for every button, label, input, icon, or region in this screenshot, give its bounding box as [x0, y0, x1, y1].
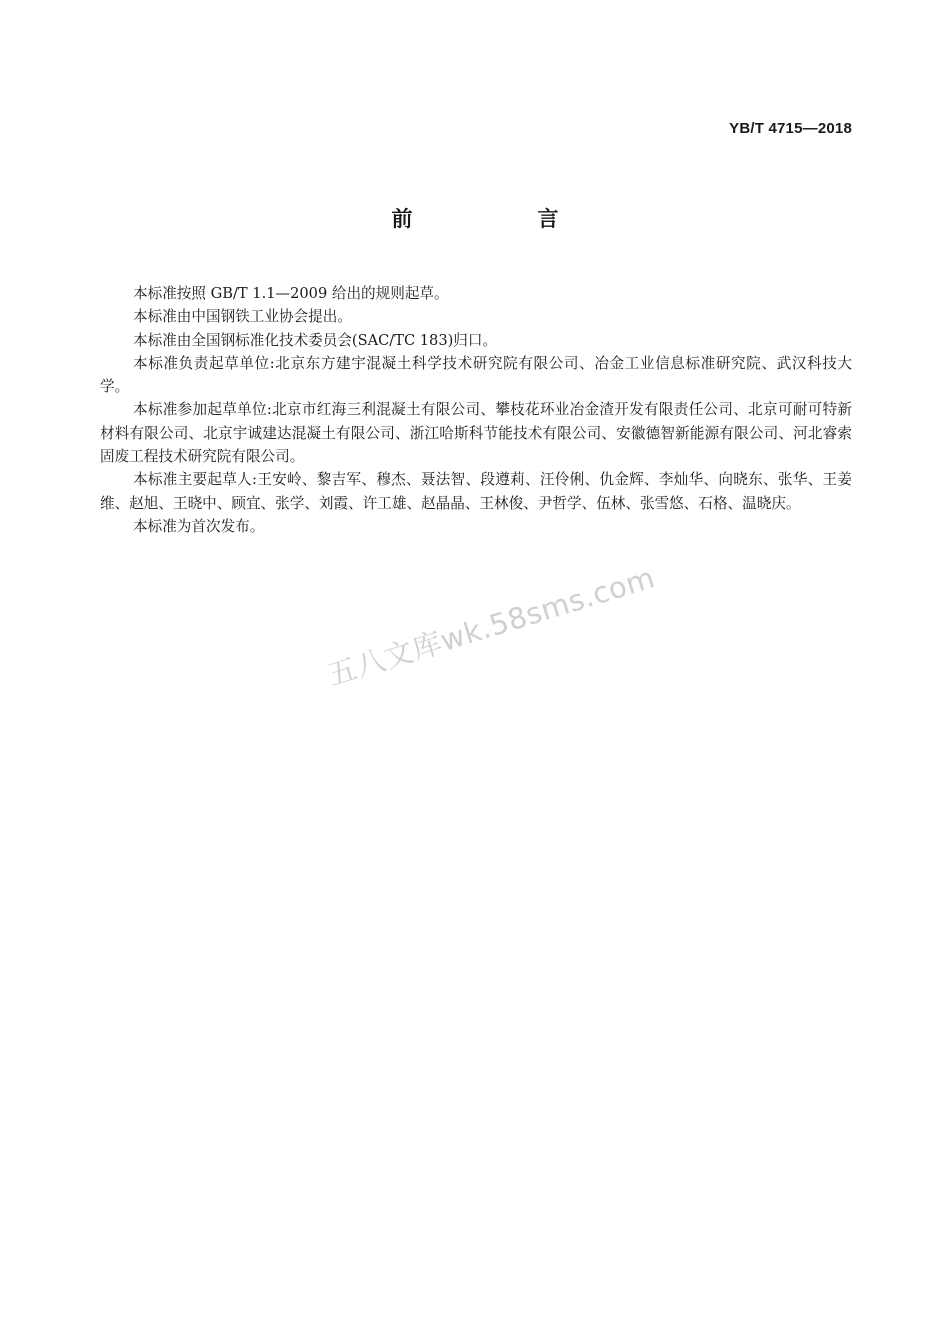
- paragraph-administrator: 本标准由全国钢标准化技术委员会(SAC/TC 183)归口。: [133, 331, 498, 349]
- paragraph-first-release: 本标准为首次发布。: [133, 517, 265, 535]
- paragraph-participating-drafters: 本标准参加起草单位:北京市红海三利混凝土有限公司、攀枝花环业冶金渣开发有限责任公司、北京可耐可特新材料有限公司、北京宇诚建达混凝土有限公司、浙江哈斯科节能技术有限公司、安徽德智新能源有限公司、河北睿索固废工程技术研究院有限公司。: [100, 401, 852, 466]
- paragraph-proposer: 本标准由中国钢铁工业协会提出。: [133, 308, 352, 326]
- paragraph-lead-drafters: 本标准负责起草单位:北京东方建宇混凝土科学技术研究院有限公司、冶金工业信息标准研究院、武汉科技大学。: [100, 354, 852, 396]
- paragraph-main-drafters: 本标准主要起草人:王安岭、黎吉军、穆杰、聂法智、段遵莉、汪伶俐、仇金辉、李灿华、向晓东、张华、王姜维、赵旭、王晓中、顾宜、张学、刘霞、许工雄、赵晶晶、王林俊、尹哲学、伍林、张雪悠、石格、温晓庆。: [100, 471, 852, 512]
- paragraph-drafting-rules: 本标准按照 GB/T 1.1—2009 给出的规则起草。: [133, 285, 449, 302]
- page-title: 前 言: [391, 207, 611, 231]
- watermark: 五八文库wk.58sms.com: [323, 560, 659, 693]
- foreword-body: [100, 282, 852, 538]
- standard-code: YB/T 4715—2018: [729, 120, 852, 137]
